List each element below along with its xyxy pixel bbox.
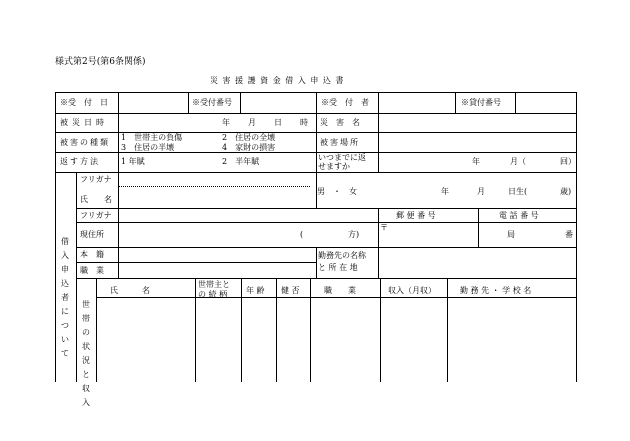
- col-line: [96, 278, 97, 382]
- date-unit-month: 月: [248, 118, 256, 127]
- col-line: [378, 92, 379, 113]
- col-line: [478, 208, 479, 247]
- col-line: [240, 92, 241, 113]
- birth-unit-age: 歳): [560, 187, 572, 196]
- table-border-left: [55, 92, 56, 382]
- col-income-header: 収入（月収）: [388, 286, 436, 295]
- name-label: 氏 名: [80, 195, 112, 204]
- col-line: [118, 172, 119, 278]
- repay-when-label-2: せますか: [318, 162, 350, 171]
- birth-unit-year: 年: [441, 187, 449, 196]
- received-number-label: ※受付番号: [192, 98, 232, 107]
- col-relation-header-2: の 続 柄: [198, 290, 228, 299]
- col-line: [118, 113, 119, 172]
- address-paren-open: (: [300, 230, 304, 239]
- col-line: [378, 113, 379, 172]
- damage-option-2: 2 住居の全壊: [222, 133, 276, 142]
- col-line: [316, 247, 317, 278]
- repay-option-2: 2 半年賦: [222, 157, 260, 166]
- postal-code-label: 郵 便 番 号: [396, 211, 436, 220]
- row-line: [76, 208, 576, 209]
- phone-office-label: 局: [507, 230, 515, 239]
- date-unit-day: 日: [274, 118, 282, 127]
- damage-option-1: 1 世帯主の負傷: [121, 133, 183, 142]
- repay-option-1: 1 年賦: [121, 157, 145, 166]
- col-work-header: 勤 務 先 ・ 学 校 名: [460, 286, 532, 295]
- date-unit-year: 年: [222, 118, 230, 127]
- phone-number-label: 番: [565, 230, 573, 239]
- furigana2-label: フリガナ: [80, 211, 112, 220]
- col-line: [515, 92, 516, 113]
- col-line: [118, 92, 119, 113]
- col-line: [310, 278, 311, 382]
- col-line: [316, 92, 317, 113]
- address-label: 現住所: [80, 230, 104, 239]
- repay-unit-times: 回）: [560, 157, 576, 166]
- col-line: [447, 278, 448, 382]
- row-line: [316, 247, 576, 248]
- disaster-name-label: 災 害 名: [320, 118, 360, 127]
- col-line: [276, 278, 277, 382]
- disaster-datetime-label: 被災日時: [60, 118, 108, 127]
- col-relation-header: 世帯主と: [198, 280, 230, 289]
- col-name-header: 氏 名: [110, 286, 150, 295]
- registry-label: 本 籍: [80, 250, 104, 259]
- repay-unit-year: 年: [472, 157, 480, 166]
- form-number: 様式第2号(第6条関係): [55, 57, 146, 67]
- damage-option-4: 4 家財の損害: [222, 143, 276, 152]
- col-line: [76, 172, 77, 382]
- received-date-label: ※受 付 日: [60, 98, 108, 107]
- row-line: [76, 262, 316, 263]
- birth-unit-month: 月: [477, 187, 485, 196]
- workplace-label-2: と 所 在 地: [318, 263, 358, 272]
- repay-when-label: いつまでに返: [318, 153, 366, 162]
- applicant-side-label: 借入申込者について: [61, 237, 69, 358]
- table-border-right: [576, 92, 577, 382]
- row-line: [96, 297, 576, 298]
- row-line: [76, 278, 576, 279]
- postal-mark: 〒: [380, 223, 388, 232]
- damage-place-label: 被害場所: [320, 138, 360, 147]
- furigana-label: フリガナ: [80, 175, 112, 184]
- repay-method-label: 返す方法: [60, 157, 100, 166]
- gender-label: 男 ・ 女: [317, 187, 357, 196]
- address-paren-close: 方): [348, 230, 360, 239]
- repay-unit-month: 月（: [510, 157, 526, 166]
- birth-unit-day: 日生(: [508, 187, 528, 196]
- workplace-label: 勤務先の名称: [318, 251, 366, 260]
- receiver-label: ※受 付 者: [321, 98, 369, 107]
- col-job-header: 職 業: [324, 286, 356, 295]
- occupation-label: 職 業: [80, 266, 104, 275]
- col-health-header: 健 否: [281, 286, 300, 295]
- dotted-line: [118, 186, 310, 187]
- form-title: 災 害 援 護 資 金 借 入 申 込 書: [210, 76, 345, 85]
- loan-number-label: ※貸付番号: [461, 98, 501, 107]
- household-side-label: 世帯の状況と収入: [82, 300, 90, 407]
- col-line: [188, 92, 189, 113]
- phone-label: 電 話 番 号: [499, 211, 539, 220]
- col-line: [241, 278, 242, 382]
- row-line: [76, 247, 316, 248]
- row-line: [76, 222, 576, 223]
- damage-option-3: 3 住居の半壊: [121, 143, 175, 152]
- col-line: [378, 247, 379, 278]
- col-line: [378, 208, 379, 247]
- col-line: [316, 113, 317, 172]
- damage-type-label: 被害の種類: [60, 138, 110, 147]
- col-line: [455, 92, 456, 113]
- date-unit-hour: 時: [300, 118, 308, 127]
- col-age-header: 年 齢: [246, 286, 265, 295]
- col-line: [380, 278, 381, 382]
- col-line: [195, 278, 196, 382]
